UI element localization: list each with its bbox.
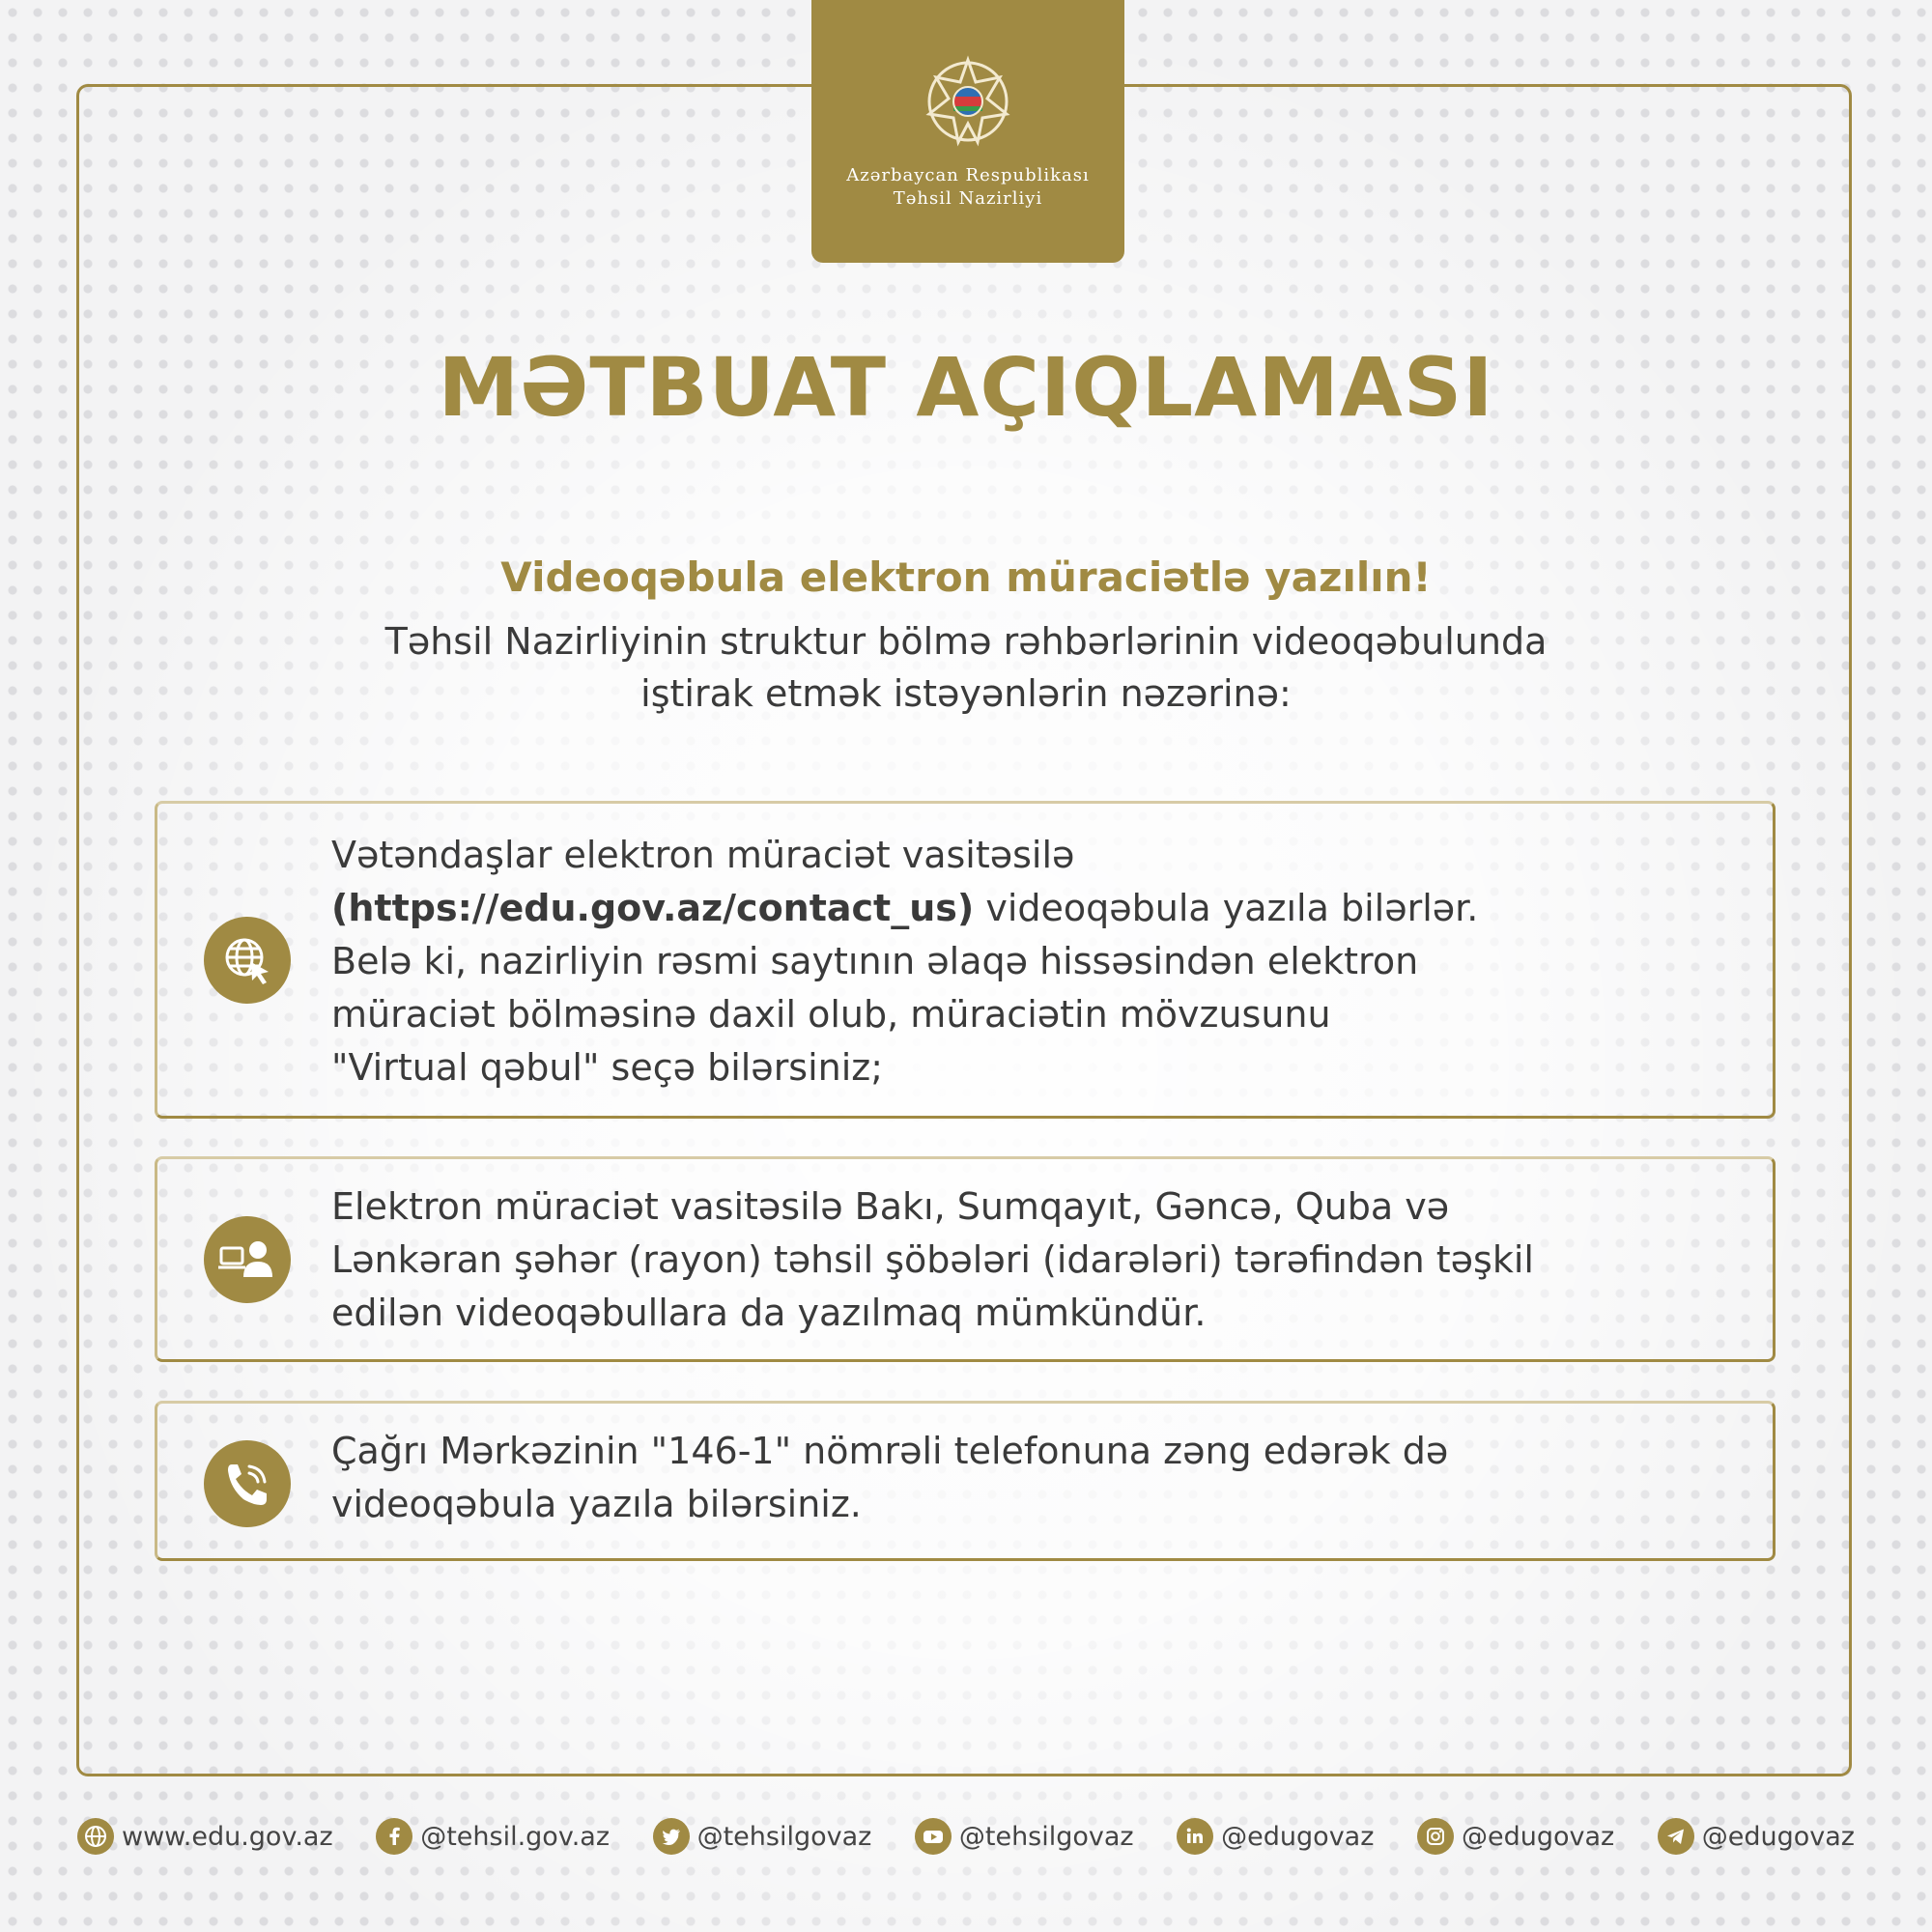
org-name-line2: Təhsil Nazirliyi — [893, 188, 1043, 209]
social-footer — [77, 1812, 1855, 1861]
telegram-icon — [1658, 1818, 1694, 1855]
footer-telegram[interactable] — [1658, 1818, 1855, 1855]
card-line: Vətəndaşlar elektron müraciət vasitəsilə — [331, 834, 1075, 876]
footer-label: @tehsilgovaz — [958, 1821, 1134, 1852]
footer-label: @tehsilgovaz — [696, 1821, 872, 1852]
card-line — [331, 882, 1734, 935]
instagram-icon — [1417, 1818, 1454, 1855]
footer-youtube[interactable] — [915, 1818, 1134, 1855]
page-title: MƏTBUAT AÇIQLAMASI — [438, 340, 1494, 435]
footer-label: www.edu.gov.az — [122, 1821, 333, 1852]
ministry-emblem-icon — [915, 48, 1021, 155]
info-card-online — [155, 801, 1776, 1119]
card-line: Çağrı Mərkəzinin "146-1" nömrəli telefonuna zəng edərək də — [331, 1430, 1449, 1472]
youtube-icon — [915, 1818, 952, 1855]
card-line-rest: videoqəbula yazıla bilərlər. — [974, 887, 1479, 929]
card-line: edilən videoqəbullara da yazılmaq mümkündür. — [331, 1292, 1207, 1334]
info-card-regional — [155, 1156, 1776, 1362]
card-line: Elektron müraciət vasitəsilə Bakı, Sumqayıt, Gəncə, Quba və — [331, 1185, 1450, 1228]
subtitle: Videoqəbula elektron müraciətlə yazılın! — [500, 554, 1432, 601]
card-line: müraciət bölməsinə daxil olub, müraciətin mövzusunu — [331, 993, 1331, 1036]
card-line: "Virtual qəbul" seçə bilərsiniz; — [331, 1046, 884, 1089]
twitter-icon — [653, 1818, 690, 1855]
footer-facebook[interactable] — [376, 1818, 610, 1855]
footer-label: @edugovaz — [1221, 1821, 1375, 1852]
intro-line: iştirak etmək istəyənlərin nəzərinə: — [640, 672, 1292, 715]
footer-linkedin[interactable] — [1177, 1818, 1374, 1855]
globe-cursor-icon — [204, 917, 291, 1004]
intro-line: Təhsil Nazirliyinin struktur bölmə rəhbərlərinin videoqəbulunda — [384, 620, 1548, 663]
globe-icon — [77, 1818, 114, 1855]
card-line: Lənkəran şəhər (rayon) təhsil şöbələri (idarələri) tərəfindən təşkil — [331, 1238, 1534, 1281]
card-line: Belə ki, nazirliyin rəsmi saytının əlaqə hissəsindən elektron — [331, 940, 1419, 982]
video-call-icon — [204, 1216, 291, 1303]
footer-website[interactable] — [77, 1818, 333, 1855]
footer-label: @edugovaz — [1461, 1821, 1615, 1852]
footer-label: @edugovaz — [1701, 1821, 1855, 1852]
footer-label: @tehsil.gov.az — [420, 1821, 611, 1852]
linkedin-icon — [1177, 1818, 1213, 1855]
ministry-badge — [811, 0, 1124, 263]
footer-instagram[interactable] — [1417, 1818, 1614, 1855]
facebook-icon — [376, 1818, 412, 1855]
footer-twitter[interactable] — [653, 1818, 872, 1855]
card-line: videoqəbula yazıla bilərsiniz. — [331, 1483, 862, 1525]
intro-text — [242, 615, 1690, 720]
info-card-call-center — [155, 1401, 1776, 1561]
phone-call-icon — [204, 1440, 291, 1527]
org-name-line1: Azərbaycan Respublikası — [846, 165, 1090, 185]
contact-link[interactable]: (https://edu.gov.az/contact_us) — [331, 887, 975, 929]
